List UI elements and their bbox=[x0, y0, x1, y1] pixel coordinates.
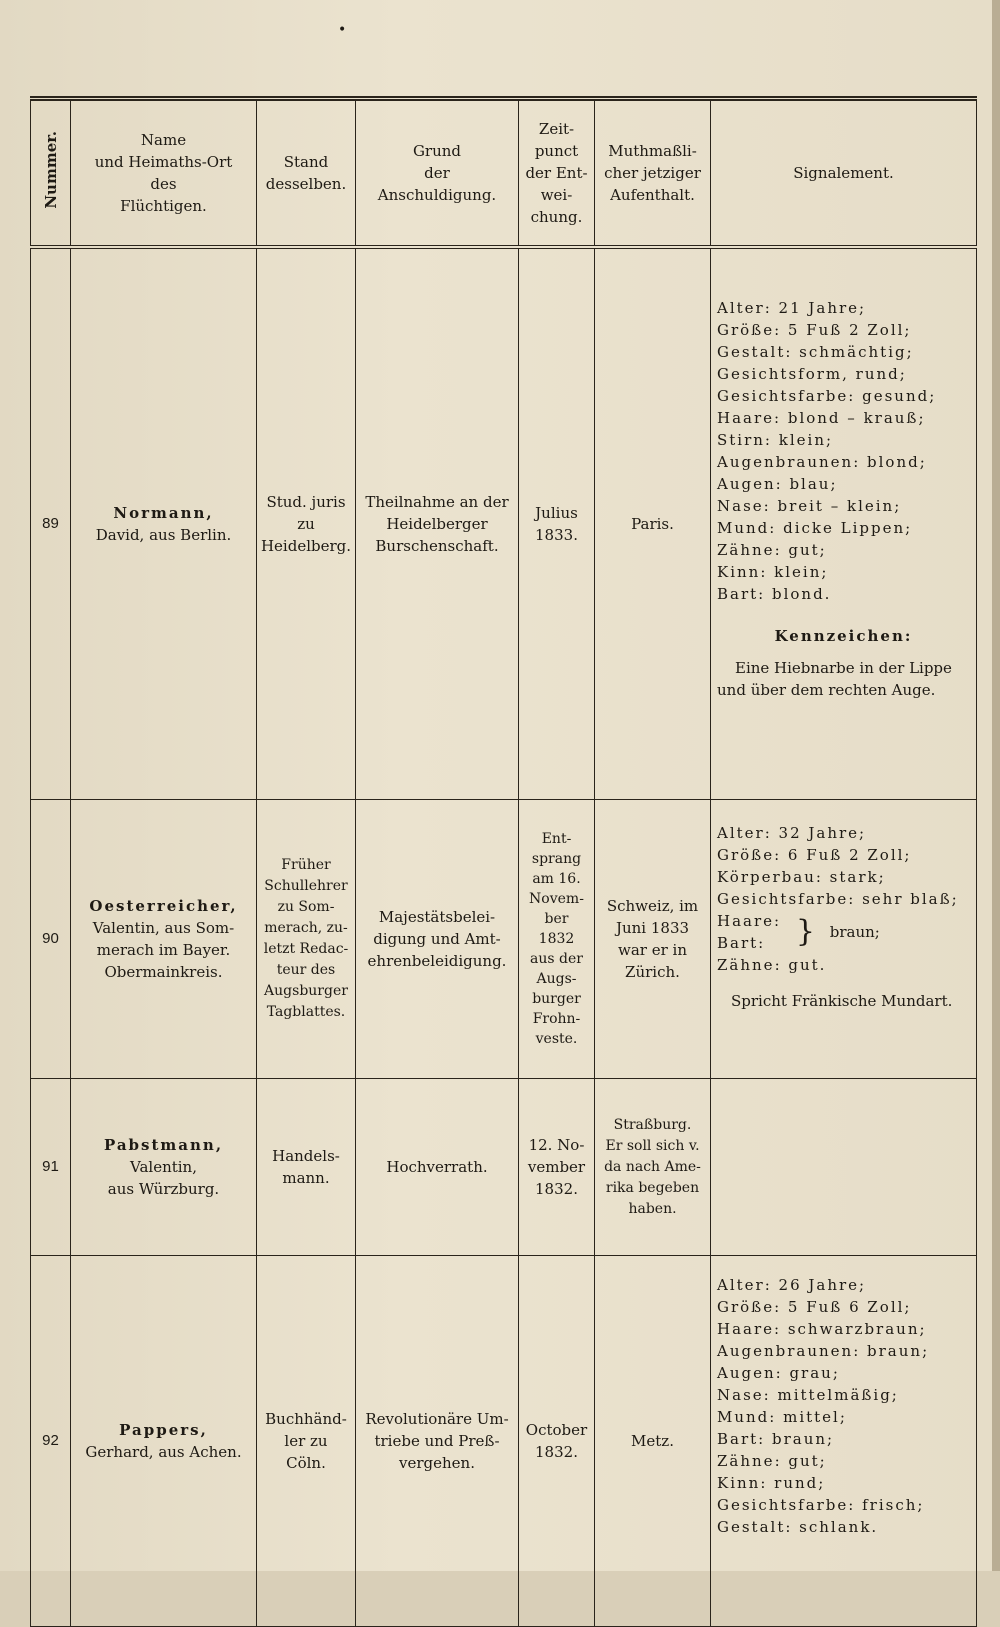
kennzeichen-text: Eine Hiebnarbe in der Lippe bbox=[735, 659, 952, 677]
fugitive-signalement: Alter: 21 Jahre; Größe: 5 Fuß 2 Zoll; Gestalt: schmächtig; Gesichtsform, rund; Gesichtsfarbe: gesund; Haare: blond – krauß; Stirn: klein; Augenbraunen: blond; Augen: blau; Nase: breit – klein; Mund: dicke Lippen; Zähne: gut; Kinn: klein; Bart: blond. Kennzeichen: Eine Hiebnarbe in der Lippe und über dem rechten Auge. bbox=[711, 247, 977, 800]
fugitive-signalement bbox=[711, 1079, 977, 1256]
fugitive-aufenthalt: Straßburg. Er soll sich v. da nach Ame- rika begeben haben. bbox=[595, 1079, 711, 1256]
fugitive-grund: Hochverrath. bbox=[356, 1079, 519, 1256]
table-row bbox=[31, 1079, 977, 1256]
row-number: 90 bbox=[31, 800, 71, 1079]
fugitive-grund: Revolutionäre Um- triebe und Preß- vergehen. bbox=[356, 1256, 519, 1627]
fugitive-signalement: Alter: 32 Jahre; Größe: 6 Fuß 2 Zoll; Körperbau: stark; Gesichtsfarbe: sehr blaß; Haare: Bart: } braun; Zähne: gut. Spricht Fränkische Mundart. bbox=[711, 800, 977, 1079]
header-signalement: Signalement. bbox=[711, 99, 977, 248]
fugitive-grund: Majestätsbelei- digung und Amt- ehrenbeleidigung. bbox=[356, 800, 519, 1079]
fugitive-zeitpunct: Ent- sprang am 16. Novem- ber 1832 aus der Augs- burger Frohn- veste. bbox=[519, 800, 595, 1079]
table-row bbox=[31, 247, 977, 800]
row-number: 91 bbox=[31, 1079, 71, 1256]
kennzeichen-title: Kennzeichen: bbox=[774, 627, 913, 645]
fugitive-aufenthalt: Metz. bbox=[595, 1256, 711, 1627]
fugitive-name: Pappers, Gerhard, aus Achen. bbox=[71, 1256, 257, 1627]
fugitive-zeitpunct: 12. No- vember 1832. bbox=[519, 1079, 595, 1256]
fugitive-zeitpunct: October 1832. bbox=[519, 1256, 595, 1627]
fugitive-zeitpunct: Julius 1833. bbox=[519, 247, 595, 800]
fugitive-aufenthalt: Schweiz, im Juni 1833 war er in Zürich. bbox=[595, 800, 711, 1079]
header-aufenthalt: Muthmaßli- cher jetziger Aufenthalt. bbox=[595, 99, 711, 248]
fugitive-stand: Stud. juris zu Heidelberg. bbox=[257, 247, 356, 800]
page-edge bbox=[992, 0, 1000, 1571]
header-row bbox=[31, 99, 977, 248]
fugitive-aufenthalt: Paris. bbox=[595, 247, 711, 800]
fugitive-stand: Handels- mann. bbox=[257, 1079, 356, 1256]
fugitive-stand: Buchhänd- ler zu Cöln. bbox=[257, 1256, 356, 1627]
table-row bbox=[31, 800, 977, 1079]
fugitives-register-table bbox=[30, 96, 977, 1627]
header-number: Nummer. bbox=[31, 99, 71, 248]
fugitive-name: Oesterreicher, Valentin, aus Som- merach im Bayer. Obermainkreis. bbox=[71, 800, 257, 1079]
header-stand: Stand desselben. bbox=[257, 99, 356, 248]
header-grund: Grund der Anschuldigung. bbox=[356, 99, 519, 248]
fugitive-stand: Früher Schullehrer zu Som- merach, zu- letzt Redac- teur des Augsburger Tagblattes. bbox=[257, 800, 356, 1079]
fugitive-grund: Theilnahme an der Heidelberger Burschenschaft. bbox=[356, 247, 519, 800]
print-dot: • bbox=[338, 22, 347, 38]
header-zeitpunct: Zeit- punct der Ent- wei- chung. bbox=[519, 99, 595, 248]
row-number: 89 bbox=[31, 247, 71, 800]
dialect-note: Spricht Fränkische Mundart. bbox=[731, 992, 953, 1010]
row-number: 92 bbox=[31, 1256, 71, 1627]
header-name: Name und Heimaths-Ort des Flüchtigen. bbox=[71, 99, 257, 248]
fugitive-name: Pabstmann, Valentin, aus Würzburg. bbox=[71, 1079, 257, 1256]
brace-icon: } bbox=[795, 914, 815, 949]
fugitive-signalement: Alter: 26 Jahre; Größe: 5 Fuß 6 Zoll; Haare: schwarzbraun; Augenbraunen: braun; Augen: grau; Nase: mittelmäßig; Mund: mittel; Bart: braun; Zähne: gut; Kinn: rund; Gesichtsfarbe: frisch; Gestalt: schlank. bbox=[711, 1256, 977, 1627]
fugitive-name: Normann, David, aus Berlin. bbox=[71, 247, 257, 800]
